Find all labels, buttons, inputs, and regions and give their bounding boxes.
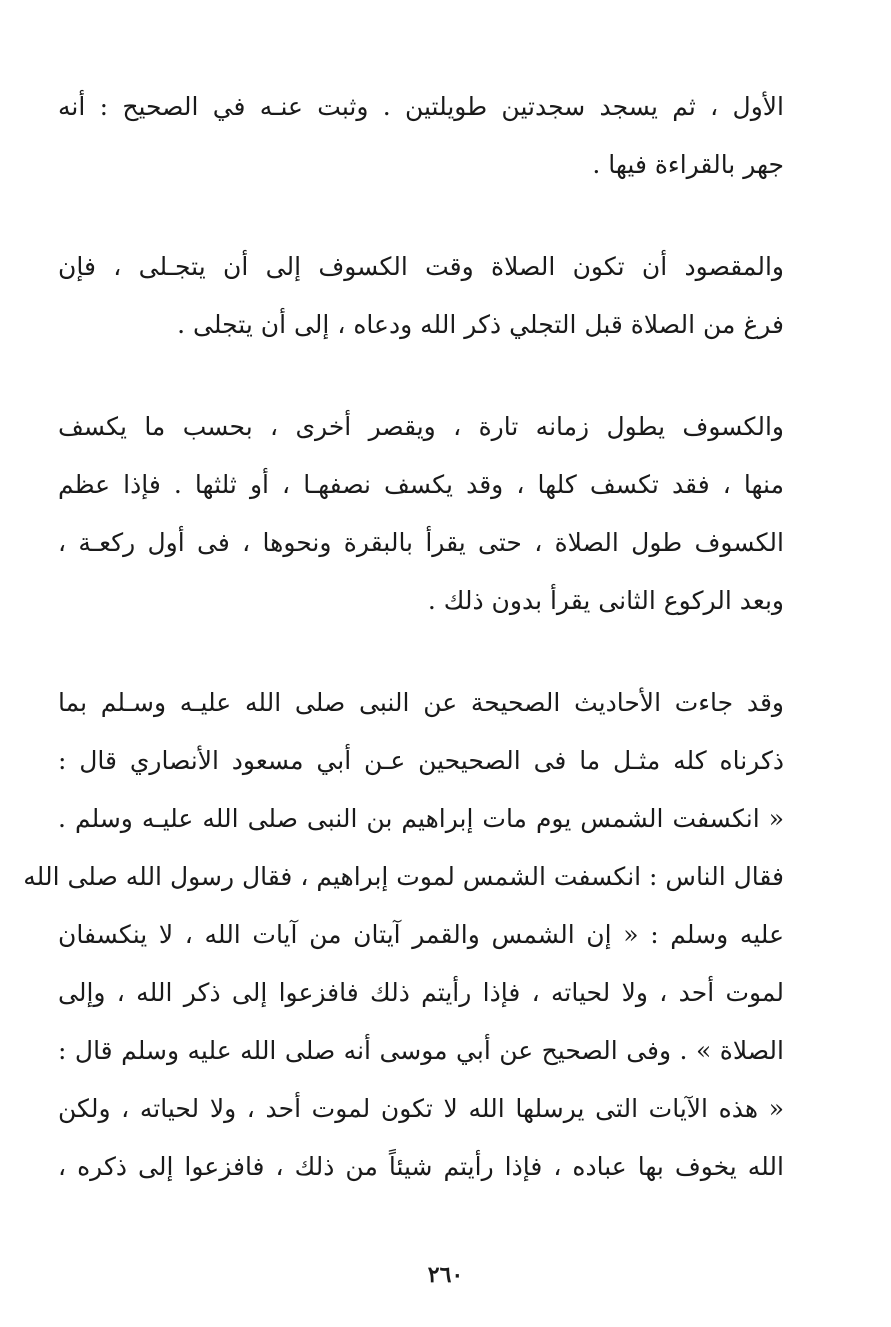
- text-line: ذكرناه كله مثـل ما فى الصحيحين عـن أبي مسعود الأنصاري قال :: [58, 746, 784, 775]
- paragraph-2: [58, 238, 784, 354]
- page-text: [23, 78, 784, 1240]
- text-line: « انكسفت الشمس يوم مات إبراهيم بن النبى صلى الله عليـه وسلم .: [58, 804, 784, 833]
- text-line: فقال الناس : انكسفت الشمس لموت إبراهيم ، فقال رسول الله صلى الله: [23, 862, 784, 891]
- text-line: جهر بالقراءة فيها .: [592, 150, 784, 179]
- text-line: منها ، فقد تكسف كلها ، وقد يكسف نصفهـا ، أو ثلثها . فإذا عظم: [58, 470, 784, 499]
- text-line: وبعد الركوع الثانى يقرأ بدون ذلك .: [427, 586, 784, 615]
- text-line: الأول ، ثم يسجد سجدتين طويلتين . وثبت عنـه في الصحيح : أنه: [58, 92, 784, 121]
- text-line: والكسوف يطول زمانه تارة ، ويقصر أخرى ، بحسب ما يكسف: [58, 412, 784, 441]
- text-line: الصلاة » . وفى الصحيح عن أبي موسى أنه صلى الله عليه وسلم قال :: [58, 1036, 784, 1065]
- text-line: والمقصود أن تكون الصلاة وقت الكسوف إلى أن يتجـلى ، فإن: [58, 252, 784, 281]
- text-line: وقد جاءت الأحاديث الصحيحة عن النبى صلى الله عليـه وسـلم بما: [58, 688, 784, 717]
- page-number: ٢٦٠: [427, 1262, 464, 1288]
- text-line: الله يخوف بها عباده ، فإذا رأيتم شيئاً من ذلك ، فافزعوا إلى ذكره ،: [58, 1152, 784, 1181]
- paragraph-4: [23, 674, 784, 1196]
- text-line: عليه وسلم : « إن الشمس والقمر آيتان من آيات الله ، لا ينكسفان: [58, 920, 784, 949]
- paragraph-3: [58, 398, 784, 630]
- paragraph-1: [58, 78, 784, 194]
- text-line: لموت أحد ، ولا لحياته ، فإذا رأيتم ذلك فافزعوا إلى ذكر الله ، وإلى: [58, 978, 784, 1007]
- text-line: الكسوف طول الصلاة ، حتى يقرأ بالبقرة ونحوها ، فى أول ركعـة ،: [58, 528, 784, 557]
- text-line: « هذه الآيات التى يرسلها الله لا تكون لموت أحد ، ولا لحياته ، ولكن: [58, 1094, 784, 1123]
- text-line: فرغ من الصلاة قبل التجلي ذكر الله ودعاه ، إلى أن يتجلى .: [177, 310, 784, 339]
